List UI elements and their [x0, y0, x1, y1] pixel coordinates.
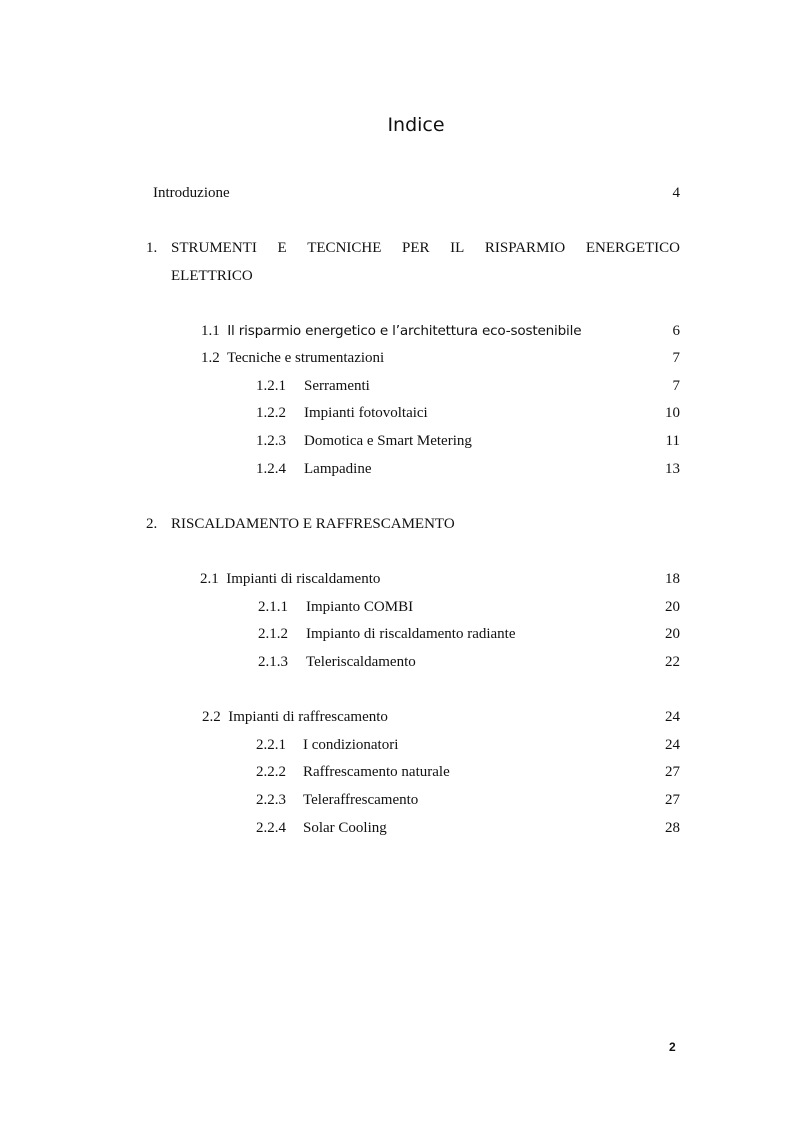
chapter-1-title-word: RISPARMIO: [484, 240, 566, 256]
section-number: 1.1: [201, 323, 220, 339]
section-number: 1.2: [201, 350, 220, 366]
section-label: Impianti di riscaldamento: [226, 571, 381, 587]
subsection-number: 1.2.3: [256, 433, 286, 449]
toc-page: 11: [665, 433, 680, 449]
chapter-1-title-line1: [171, 238, 680, 258]
toc-entry-1-2: [201, 348, 384, 368]
toc-entry-introduzione: Introduzione: [153, 185, 230, 201]
subsection-label: Solar Cooling: [303, 820, 387, 836]
chapter-1-title-word: STRUMENTI: [171, 240, 257, 256]
page-number: 2: [669, 1040, 676, 1054]
subsection-label: Domotica e Smart Metering: [304, 433, 472, 449]
toc-page: 10: [665, 405, 680, 421]
chapter-1-title-word: ENERGETICO: [585, 240, 680, 256]
subsection-number: 2.2.1: [256, 737, 286, 753]
toc-page: 24: [665, 709, 680, 725]
toc-page: 20: [665, 599, 680, 615]
subsection-label: Serramenti: [304, 378, 370, 394]
toc-page: 13: [665, 461, 680, 477]
subsection-label: Impianto COMBI: [306, 599, 414, 615]
subsection-number: 2.2.2: [256, 764, 286, 780]
subsection-number: 2.1.1: [258, 599, 288, 615]
chapter-1-title-word: E: [277, 240, 287, 256]
subsection-label: Teleriscaldamento: [306, 654, 416, 670]
subsection-label: Raffrescamento naturale: [303, 764, 450, 780]
toc-page-introduzione: 4: [672, 185, 680, 201]
toc-page: 27: [665, 792, 680, 808]
subsection-number: 2.2.4: [256, 820, 286, 836]
toc-page: 18: [665, 571, 680, 587]
subsection-number: 1.2.2: [256, 405, 286, 421]
toc-entry-2-1: [200, 569, 380, 589]
toc-page: 27: [665, 764, 680, 780]
section-number: 2.2: [202, 709, 221, 725]
subsection-label: Impianti fotovoltaici: [304, 405, 428, 421]
subsection-label: Lampadine: [304, 461, 372, 477]
chapter-1-title-line2: ELETTRICO: [171, 268, 253, 284]
subsection-number: 1.2.1: [256, 378, 286, 394]
section-number: 2.1: [200, 571, 219, 587]
section-label: Impianti di raffrescamento: [228, 709, 388, 725]
toc-page: 7: [672, 350, 680, 366]
page-title: Indice: [387, 114, 445, 136]
subsection-label: Impianto di riscaldamento radiante: [306, 626, 516, 642]
toc-page: 20: [665, 626, 680, 642]
subsection-number: 2.2.3: [256, 792, 286, 808]
subsection-label: I condizionatori: [303, 737, 399, 753]
section-label: Tecniche e strumentazioni: [226, 350, 385, 366]
chapter-1-title-word: TECNICHE: [307, 240, 382, 256]
toc-page: 22: [665, 654, 680, 670]
chapter-2-number: 2.: [146, 516, 158, 532]
toc-entry-2-2: [202, 707, 388, 727]
toc-page: 6: [672, 323, 680, 339]
subsection-label: Teleraffrescamento: [303, 792, 419, 808]
toc-entry-1-1: [201, 321, 581, 341]
subsection-number: 2.1.2: [258, 626, 288, 642]
section-label: Il risparmio energetico e l’architettura eco-sostenibile: [227, 323, 582, 339]
chapter-1-title-word: PER: [402, 240, 430, 256]
toc-page: 7: [672, 378, 680, 394]
chapter-1-number: 1.: [146, 240, 158, 256]
subsection-number: 2.1.3: [258, 654, 288, 670]
chapter-1-title-word: IL: [450, 240, 465, 256]
subsection-number: 1.2.4: [256, 461, 286, 477]
toc-page: 28: [665, 820, 680, 836]
toc-page: 24: [665, 737, 680, 753]
chapter-2-title: RISCALDAMENTO E RAFFRESCAMENTO: [171, 516, 455, 532]
